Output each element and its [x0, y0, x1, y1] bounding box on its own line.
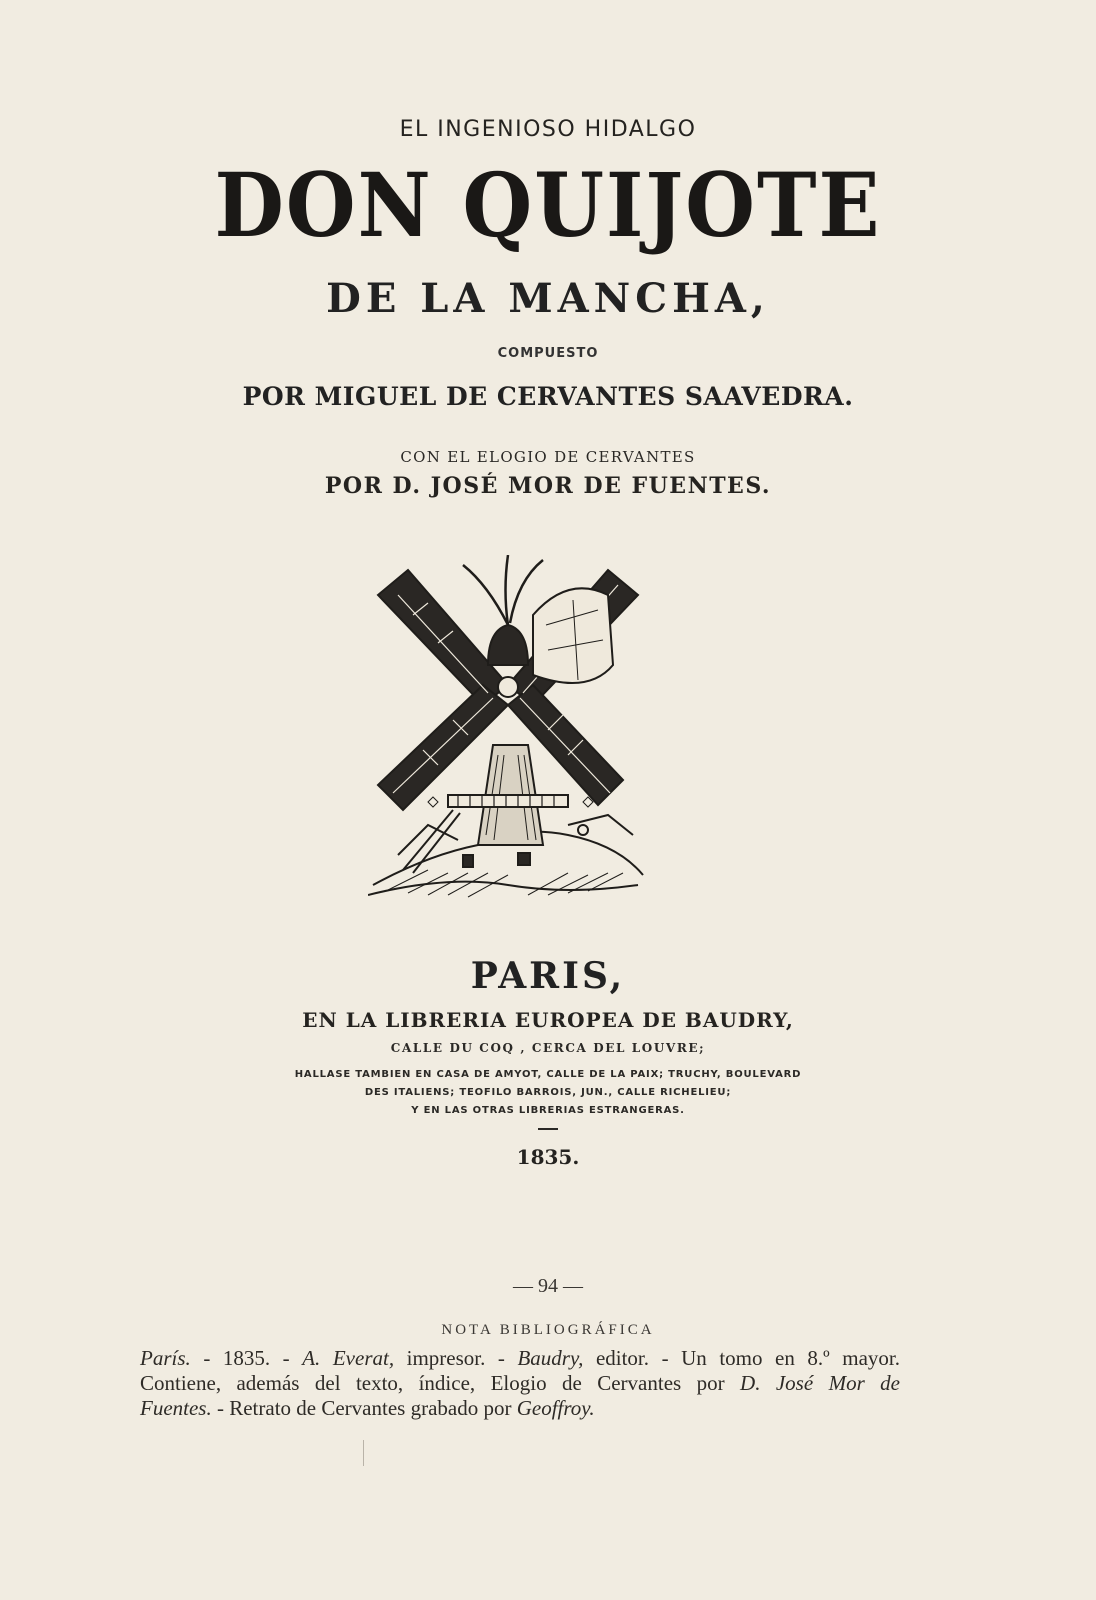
composed-label: COMPUESTO	[497, 346, 599, 361]
note-line-2: Contiene, además del texto, índice, Elogio de Cervantes por D. José Mor de	[140, 1371, 900, 1395]
windmill-engraving	[368, 555, 648, 905]
imprint-note-2: DES ITALIENS; TEOFILO BARROIS, JUN., CALLE RICHELIEU;	[364, 1087, 732, 1098]
note-line-3: Fuentes. - Retrato de Cervantes grabado por Geoffroy.	[140, 1396, 595, 1420]
imprint-publisher: EN LA LIBRERIA EUROPEA DE BAUDRY,	[302, 1008, 794, 1032]
note-heading: NOTA BIBLIOGRÁFICA	[441, 1322, 655, 1338]
pre-title: EL INGENIOSO HIDALGO	[399, 117, 697, 142]
divider-rule	[538, 1128, 558, 1130]
imprint-city: PARIS,	[470, 955, 626, 997]
imprint-street: CALLE DU COQ , CERCA DEL LOUVRE;	[390, 1041, 706, 1055]
elogio-author-line: POR D. JOSÉ MOR DE FUENTES.	[324, 473, 772, 499]
page-number: — 94 —	[513, 1275, 583, 1297]
elogio-line: CON EL ELOGIO DE CERVANTES	[400, 448, 696, 466]
note-line-1: París. - 1835. - A. Everat, impresor. - Baudry, editor. - Un tomo en 8.º mayor.	[140, 1346, 900, 1370]
margin-mark	[363, 1440, 364, 1466]
imprint-year: 1835.	[516, 1145, 580, 1169]
main-title: DON QUIJOTE	[214, 153, 882, 257]
sub-title: DE LA MANCHA,	[326, 275, 770, 322]
author-line: POR MIGUEL DE CERVANTES SAAVEDRA.	[242, 382, 854, 411]
bibliographic-note	[140, 1346, 900, 1421]
imprint-note-1: HALLASE TAMBIEN EN CASA DE AMYOT, CALLE DE LA PAIX; TRUCHY, BOULEVARD	[294, 1069, 802, 1080]
imprint-note-3: Y EN LAS OTRAS LIBRERIAS ESTRANGERAS.	[411, 1105, 685, 1116]
